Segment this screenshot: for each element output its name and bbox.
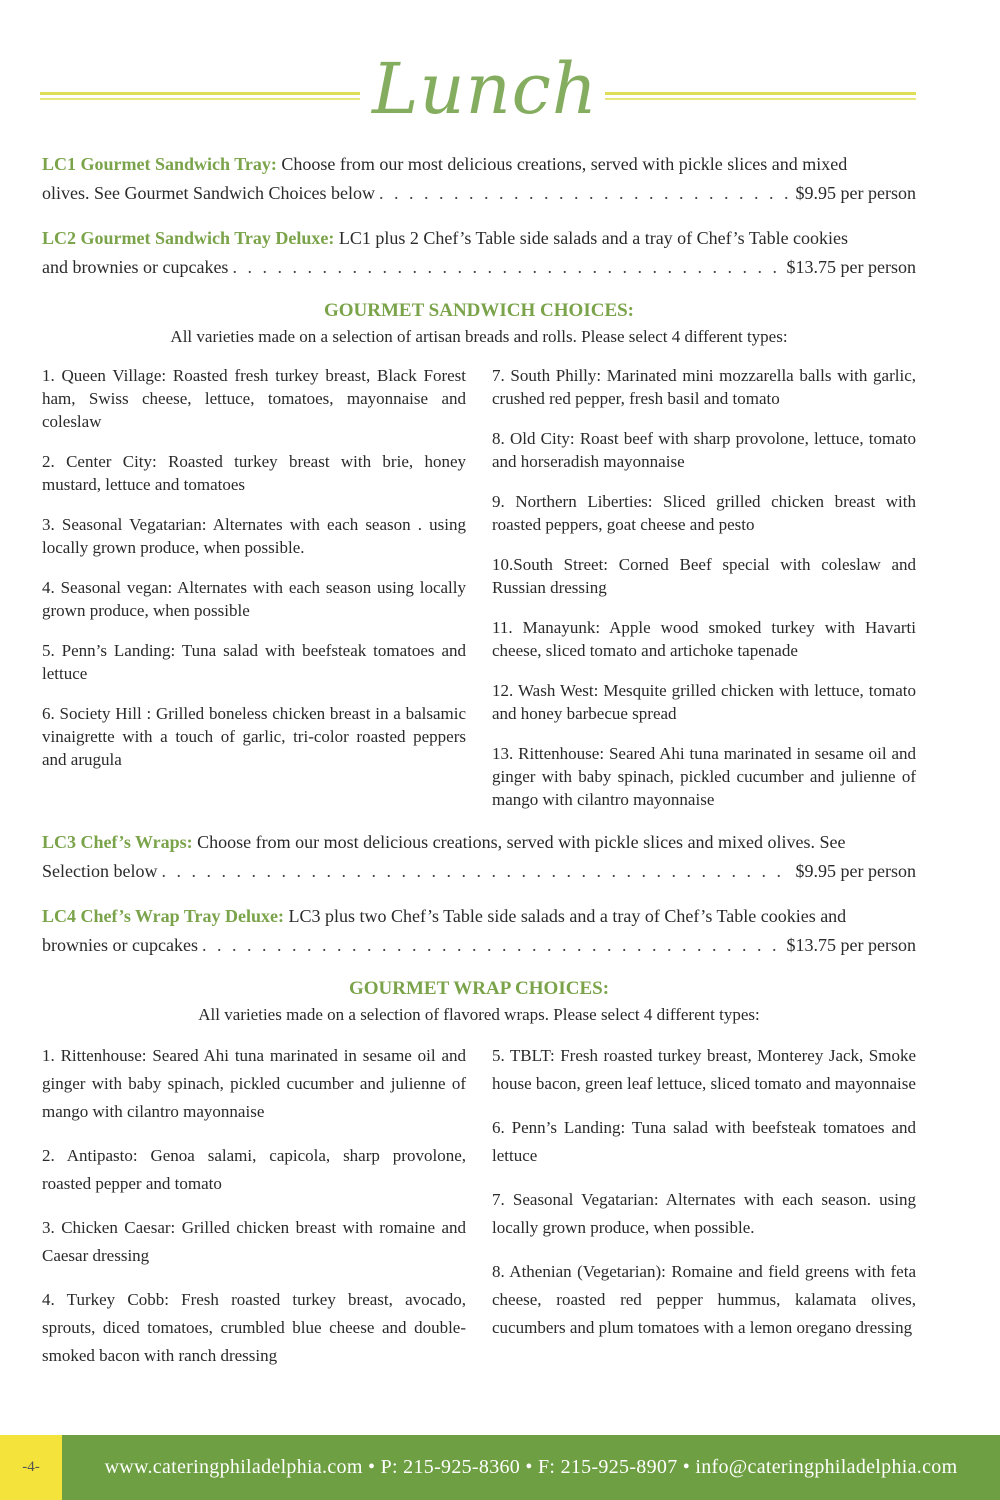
offer-name: LC4 Chef’s Wrap Tray Deluxe: bbox=[42, 906, 284, 926]
list-item: 4. Turkey Cobb: Fresh roasted turkey breast, avocado, sprouts, diced tomatoes, crumbled blue cheese and double-smoked bacon with ranch dressing bbox=[42, 1290, 466, 1365]
wrap-section-heading: GOURMET WRAP CHOICES: bbox=[348, 978, 610, 999]
offer-description: LC1 plus 2 Chef’s Table side salads and a tray of Chef’s Table cookies bbox=[338, 228, 849, 248]
offer-lc2 bbox=[42, 224, 916, 282]
offer-price: $13.75 per person bbox=[786, 935, 916, 955]
list-item: 11. Manayunk: Apple wood smoked turkey with Havarti cheese, sliced tomato and artichoke tapenade bbox=[492, 618, 916, 660]
list-item: 8. Old City: Roast beef with sharp provolone, lettuce, tomato and horseradish mayonnaise bbox=[492, 429, 916, 471]
list-item: 5. TBLT: Fresh roasted turkey breast, Monterey Jack, Smoke house bacon, green leaf lettuce, sliced tomato and mayonnaise bbox=[492, 1046, 916, 1093]
dot-leader bbox=[161, 857, 791, 886]
offer-name: LC1 Gourmet Sandwich Tray: bbox=[42, 154, 277, 174]
offer-description: LC3 plus two Chef’s Table side salads and a tray of Chef’s Table cookies and bbox=[288, 906, 847, 926]
page-header bbox=[40, 48, 916, 148]
list-item: 4. Seasonal vegan: Alternates with each season using locally grown produce, when possible bbox=[42, 578, 466, 620]
list-item: 12. Wash West: Mesquite grilled chicken with lettuce, tomato and honey barbecue spread bbox=[492, 681, 916, 723]
wrap-section-subtitle: All varieties made on a selection of flavored wraps. Please select 4 different types: bbox=[198, 1005, 760, 1024]
sandwich-section-subtitle: All varieties made on a selection of artisan breads and rolls. Please select 4 different types: bbox=[170, 327, 788, 346]
sandwich-column-right bbox=[492, 364, 916, 828]
list-item: 6. Society Hill : Grilled boneless chicken breast in a balsamic vinaigrette with a touch of garlic, tri-color roasted peppers and arugula bbox=[42, 704, 466, 769]
header-rule-left bbox=[40, 92, 360, 102]
list-item: 3. Seasonal Vegatarian: Alternates with each season . using locally grown produce, when possible. bbox=[42, 515, 466, 557]
dot-leader bbox=[202, 931, 783, 960]
offer-description-cont: olives. See Gourmet Sandwich Choices below bbox=[42, 183, 375, 203]
offer-price: $13.75 per person bbox=[786, 257, 916, 277]
list-item: 1. Rittenhouse: Seared Ahi tuna marinated in sesame oil and ginger with baby spinach, pickled cucumber and julienne of mango with cilantro mayonnaise bbox=[42, 1046, 466, 1121]
offer-price: $9.95 per person bbox=[795, 861, 916, 881]
list-item: 7. South Philly: Marinated mini mozzarella balls with garlic, crushed red pepper, fresh basil and tomato bbox=[492, 366, 916, 408]
list-item: 7. Seasonal Vegatarian: Alternates with each season. using locally grown produce, when possible. bbox=[492, 1190, 916, 1237]
menu-content bbox=[42, 150, 916, 1386]
offer-lc1 bbox=[42, 150, 916, 208]
list-item: 5. Penn’s Landing: Tuna salad with beefsteak tomatoes and lettuce bbox=[42, 641, 466, 683]
page-title: Lunch bbox=[372, 48, 598, 130]
list-item: 8. Athenian (Vegetarian): Romaine and field greens with feta cheese, roasted red pepper hummus, kalamata olives, cucumbers and plum tomatoes with a lemon oregano dressing bbox=[492, 1262, 916, 1337]
wrap-choices bbox=[42, 1042, 916, 1386]
contact-info: www.cateringphiladelphia.com • P: 215-925-8360 • F: 215-925-8907 • info@cateringphiladelphia.com bbox=[104, 1456, 958, 1478]
dot-leader bbox=[379, 179, 792, 208]
list-item: 1. Queen Village: Roasted fresh turkey breast, Black Forest ham, Swiss cheese, lettuce, tomatoes, mayonnaise and coleslaw bbox=[42, 366, 466, 431]
dot-leader bbox=[232, 253, 782, 282]
page-number: -4- bbox=[0, 1435, 62, 1500]
page-footer bbox=[0, 1435, 1000, 1500]
list-item: 6. Penn’s Landing: Tuna salad with beefsteak tomatoes and lettuce bbox=[492, 1118, 916, 1165]
list-item: 9. Northern Liberties: Sliced grilled chicken breast with roasted peppers, goat cheese and pesto bbox=[492, 492, 916, 534]
sandwich-section-heading: GOURMET SANDWICH CHOICES: bbox=[323, 300, 635, 321]
header-rule-right bbox=[605, 92, 916, 102]
offer-description: Choose from our most delicious creations, served with pickle slices and mixed olives. See bbox=[197, 832, 846, 852]
list-item: 2. Center City: Roasted turkey breast with brie, honey mustard, lettuce and tomatoes bbox=[42, 452, 466, 494]
list-item: 3. Chicken Caesar: Grilled chicken breast with romaine and Caesar dressing bbox=[42, 1218, 466, 1265]
sandwich-choices bbox=[42, 364, 916, 828]
offer-description: Choose from our most delicious creations, served with pickle slices and mixed bbox=[281, 154, 848, 174]
wrap-column-right bbox=[492, 1042, 916, 1386]
wrap-column-left bbox=[42, 1042, 466, 1386]
offer-description-cont: brownies or cupcakes bbox=[42, 935, 198, 955]
offer-name: LC2 Gourmet Sandwich Tray Deluxe: bbox=[42, 228, 335, 248]
offer-name: LC3 Chef’s Wraps: bbox=[42, 832, 193, 852]
offer-lc3 bbox=[42, 828, 916, 886]
offer-lc4 bbox=[42, 902, 916, 960]
list-item: 2. Antipasto: Genoa salami, capicola, sharp provolone, roasted pepper and tomato bbox=[42, 1146, 466, 1193]
offer-description-cont: Selection below bbox=[42, 861, 158, 881]
list-item: 10.South Street: Corned Beef special with coleslaw and Russian dressing bbox=[492, 555, 916, 597]
sandwich-column-left bbox=[42, 364, 466, 828]
offer-description-cont: and brownies or cupcakes bbox=[42, 257, 229, 277]
list-item: 13. Rittenhouse: Seared Ahi tuna marinated in sesame oil and ginger with baby spinach, pickled cucumber and julienne of mango with cilantro mayonnaise bbox=[492, 744, 916, 809]
offer-price: $9.95 per person bbox=[795, 183, 916, 203]
